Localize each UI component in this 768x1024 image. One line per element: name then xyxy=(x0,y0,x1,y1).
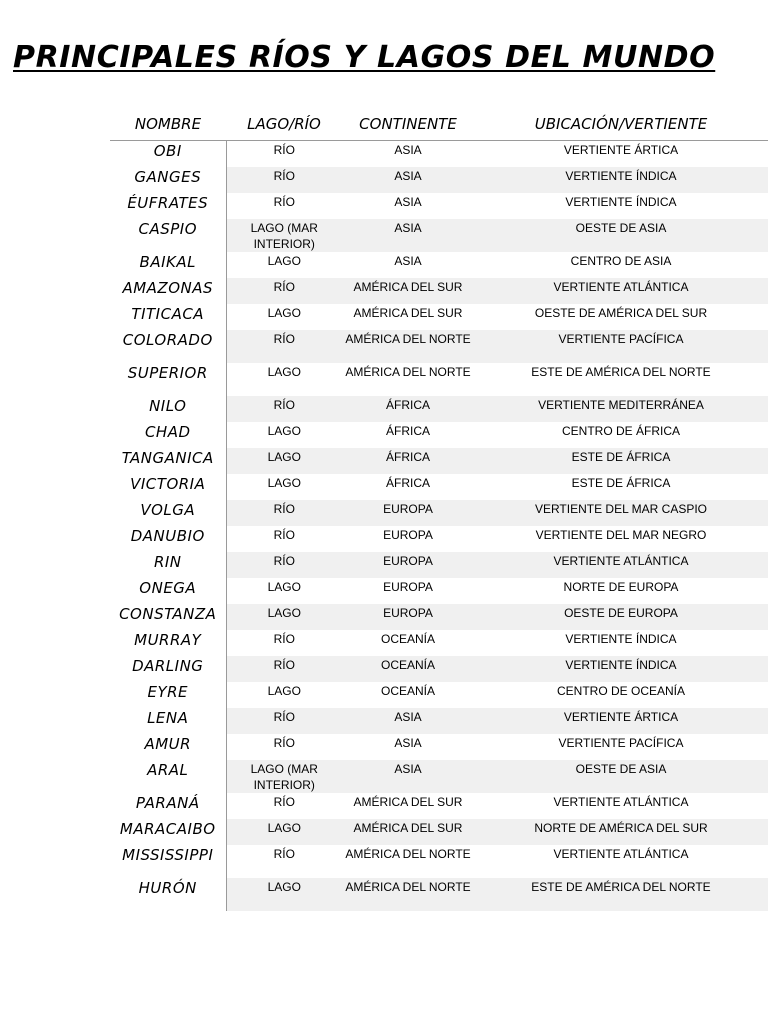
cell-location: CENTRO DE OCEANÍA xyxy=(556,683,685,698)
cell-continent: AMÉRICA DEL SUR xyxy=(353,794,463,809)
cell-type: LAGO (MAR INTERIOR) xyxy=(226,760,342,793)
cell-location: CENTRO DE ÁFRICA xyxy=(561,423,680,438)
cell-type: RÍO xyxy=(226,552,342,578)
cell-location: ESTE DE AMÉRICA DEL NORTE xyxy=(474,878,768,911)
cell-name: COLORADO xyxy=(110,330,226,363)
cell-location: VERTIENTE PACÍFICA xyxy=(558,735,684,750)
cell-name: TANGANICA xyxy=(110,448,226,474)
cell-continent: AMÉRICA DEL SUR xyxy=(342,819,474,845)
cell-continent: ASIA xyxy=(342,219,474,252)
cell-type: LAGO xyxy=(226,604,342,630)
cell-continent: ASIA xyxy=(394,143,422,157)
table-row xyxy=(110,330,768,363)
cell-name: NILO xyxy=(110,396,226,422)
cell-continent: EUROPA xyxy=(342,604,474,630)
cell-type: RÍO xyxy=(273,846,295,861)
cell-name: GANGES xyxy=(110,167,226,193)
cell-name: RIN xyxy=(110,552,226,578)
cell-name: MURRAY xyxy=(110,630,226,656)
cell-type: RÍO xyxy=(273,794,295,809)
page-title: PRINCIPALES RÍOS Y LAGOS DEL MUNDO xyxy=(13,40,716,75)
cell-name: LENA xyxy=(110,708,226,734)
header-type: LAGO/RÍO xyxy=(226,108,342,141)
cell-type: LAGO xyxy=(226,819,342,845)
cell-location: VERTIENTE ATLÁNTICA xyxy=(553,846,689,861)
table-row xyxy=(110,604,768,630)
cell-type: LAGO xyxy=(226,878,342,911)
cell-name: TITICACA xyxy=(110,304,226,330)
cell-name: BAIKAL xyxy=(110,252,226,278)
cell-location: CENTRO DE ASIA xyxy=(570,253,672,268)
cell-name: OBI xyxy=(110,141,226,167)
cell-continent: ASIA xyxy=(342,708,474,734)
cell-type: RÍO xyxy=(226,500,342,526)
cell-name: EYRE xyxy=(110,682,226,708)
cell-continent: EUROPA xyxy=(342,552,474,578)
cell-continent: AMÉRICA DEL NORTE xyxy=(345,364,471,379)
cell-continent: AMÉRICA DEL NORTE xyxy=(342,330,474,363)
table-row xyxy=(110,396,768,422)
cell-continent: OCEANÍA xyxy=(342,656,474,682)
cell-continent: AMÉRICA DEL NORTE xyxy=(345,846,471,861)
cell-name: ONEGA xyxy=(110,578,226,604)
cell-type: LAGO xyxy=(267,364,301,379)
cell-continent: ASIA xyxy=(394,735,422,750)
cell-name: DANUBIO xyxy=(110,526,226,552)
cell-location: VERTIENTE ÍNDICA xyxy=(474,656,768,682)
cell-continent: AMÉRICA DEL NORTE xyxy=(342,878,474,911)
table-row xyxy=(110,141,768,167)
cell-type: RÍO xyxy=(273,631,295,646)
table-row xyxy=(110,167,768,193)
cell-continent: ÁFRICA xyxy=(385,423,430,438)
table-row xyxy=(110,760,768,793)
cell-continent: OCEANÍA xyxy=(380,631,435,646)
cell-type: RÍO xyxy=(226,396,342,422)
cell-location: OESTE DE ASIA xyxy=(474,760,768,793)
table-row xyxy=(110,278,768,304)
cell-type: RÍO xyxy=(226,278,342,304)
table-row xyxy=(110,845,768,878)
cell-location: VERTIENTE ATLÁNTICA xyxy=(474,552,768,578)
table-row xyxy=(110,448,768,474)
cell-type: LAGO xyxy=(267,579,301,594)
cell-continent: EUROPA xyxy=(342,500,474,526)
cell-name: CASPIO xyxy=(110,219,226,252)
cell-continent: ÁFRICA xyxy=(342,396,474,422)
cell-continent: ÁFRICA xyxy=(385,475,430,490)
cell-type: RÍO xyxy=(273,194,295,209)
cell-location: OESTE DE AMÉRICA DEL SUR xyxy=(534,305,708,320)
cell-name: DARLING xyxy=(110,656,226,682)
cell-location: VERTIENTE DEL MAR NEGRO xyxy=(535,527,707,542)
cell-continent: ASIA xyxy=(342,760,474,793)
table-row xyxy=(110,193,768,219)
table-row xyxy=(110,363,768,396)
table-row xyxy=(110,219,768,252)
cell-name: PARANÁ xyxy=(110,793,226,819)
table-row xyxy=(110,793,768,819)
table-row xyxy=(110,526,768,552)
cell-name: VOLGA xyxy=(110,500,226,526)
cell-type: LAGO (MAR INTERIOR) xyxy=(226,219,342,252)
cell-type: LAGO xyxy=(267,475,301,490)
cell-location: NORTE DE AMÉRICA DEL SUR xyxy=(474,819,768,845)
table-body xyxy=(110,141,768,911)
table-row xyxy=(110,422,768,448)
cell-name: ÉUFRATES xyxy=(110,193,226,219)
cell-continent: ASIA xyxy=(394,253,422,268)
table-row xyxy=(110,682,768,708)
cell-location: OESTE DE ASIA xyxy=(474,219,768,252)
cell-continent: EUROPA xyxy=(383,527,433,542)
cell-type: LAGO xyxy=(267,253,301,268)
table-row xyxy=(110,630,768,656)
cell-name: AMAZONAS xyxy=(110,278,226,304)
table-header-row xyxy=(110,108,768,141)
cell-location: VERTIENTE ÍNDICA xyxy=(565,194,677,209)
cell-continent: OCEANÍA xyxy=(380,683,435,698)
cell-name: HURÓN xyxy=(110,878,226,911)
table-row xyxy=(110,819,768,845)
cell-name: CONSTANZA xyxy=(110,604,226,630)
table-row xyxy=(110,552,768,578)
table-row xyxy=(110,474,768,500)
cell-name: AMUR xyxy=(110,734,226,760)
cell-location: ESTE DE ÁFRICA xyxy=(474,448,768,474)
table-row xyxy=(110,578,768,604)
cell-location: VERTIENTE MEDITERRÁNEA xyxy=(474,396,768,422)
cell-type: RÍO xyxy=(226,330,342,363)
header-name: NOMBRE xyxy=(110,108,226,141)
cell-type: LAGO xyxy=(267,683,301,698)
table-row xyxy=(110,304,768,330)
cell-location: VERTIENTE ATLÁNTICA xyxy=(553,794,689,809)
cell-continent: AMÉRICA DEL SUR xyxy=(353,305,463,320)
table-row xyxy=(110,500,768,526)
cell-name: VICTORIA xyxy=(110,474,226,500)
cell-location: ESTE DE ÁFRICA xyxy=(571,475,671,490)
cell-location: VERTIENTE PACÍFICA xyxy=(474,330,768,363)
cell-type: RÍO xyxy=(273,527,295,542)
cell-type: RÍO xyxy=(226,167,342,193)
cell-name: MISSISSIPPI xyxy=(110,845,226,878)
cell-type: RÍO xyxy=(226,708,342,734)
cell-location: VERTIENTE ÁRTICA xyxy=(474,708,768,734)
cell-type: LAGO xyxy=(226,448,342,474)
cell-continent: ASIA xyxy=(342,167,474,193)
cell-type: LAGO xyxy=(267,305,301,320)
cell-location: VERTIENTE ATLÁNTICA xyxy=(474,278,768,304)
rivers-lakes-table xyxy=(110,108,768,911)
cell-continent: ÁFRICA xyxy=(342,448,474,474)
cell-continent: ASIA xyxy=(394,194,422,209)
table-row xyxy=(110,878,768,911)
cell-location: VERTIENTE ÍNDICA xyxy=(565,631,677,646)
cell-location: ESTE DE AMÉRICA DEL NORTE xyxy=(531,364,711,379)
cell-name: SUPERIOR xyxy=(110,363,226,396)
cell-continent: AMÉRICA DEL SUR xyxy=(342,278,474,304)
cell-name: MARACAIBO xyxy=(110,819,226,845)
cell-type: RÍO xyxy=(273,735,295,750)
cell-location: OESTE DE EUROPA xyxy=(474,604,768,630)
header-continent: CONTINENTE xyxy=(342,108,474,141)
cell-type: LAGO xyxy=(267,423,301,438)
table-row xyxy=(110,252,768,278)
table-row xyxy=(110,656,768,682)
cell-location: VERTIENTE ÁRTICA xyxy=(563,143,679,157)
cell-name: ARAL xyxy=(110,760,226,793)
cell-type: RÍO xyxy=(226,656,342,682)
cell-name: CHAD xyxy=(110,422,226,448)
table-row xyxy=(110,734,768,760)
cell-location: VERTIENTE ÍNDICA xyxy=(474,167,768,193)
cell-location: NORTE DE EUROPA xyxy=(563,579,679,594)
cell-type: RÍO xyxy=(273,143,295,157)
header-location: UBICACIÓN/VERTIENTE xyxy=(474,108,768,141)
cell-location: VERTIENTE DEL MAR CASPIO xyxy=(474,500,768,526)
cell-continent: EUROPA xyxy=(383,579,433,594)
table-row xyxy=(110,708,768,734)
